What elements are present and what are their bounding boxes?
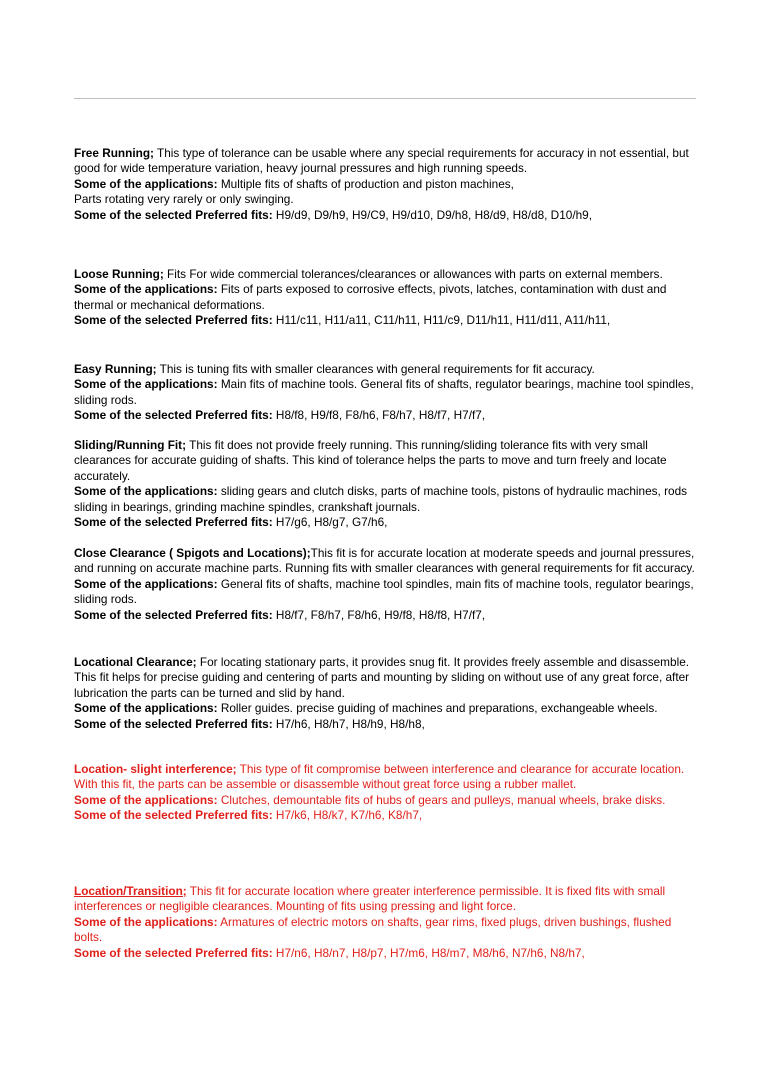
section-description: Free Running; This type of tolerance can be usable where any special requirements for accuracy in not essential, but good for wide temperature variation, heavy journal pressures and high running speeds. bbox=[74, 146, 689, 176]
section-title: Close Clearance ( Spigots and Locations); bbox=[74, 546, 311, 560]
section-location-slight-interference bbox=[74, 762, 696, 824]
section-title: Location- slight interference; bbox=[74, 762, 237, 776]
preferred-fits-line: Some of the selected Preferred fits: H7/g6, H8/g7, G7/h6, bbox=[74, 515, 388, 530]
section-sliding-running-fit bbox=[74, 438, 696, 530]
applications-line: Some of the applications: Roller guides. precise guiding of machines and preparations, exchangeable wheels. bbox=[74, 701, 658, 716]
applications-line: Some of the applications: Multiple fits of shafts of production and piston machines, bbox=[74, 176, 514, 191]
section-title: Free Running; bbox=[74, 146, 154, 160]
section-title: Easy Running; bbox=[74, 362, 157, 376]
applications-label: Some of the applications: bbox=[74, 701, 218, 716]
preferred-fits-label: Some of the selected Preferred fits: bbox=[74, 808, 273, 823]
preferred-fits-label: Some of the selected Preferred fits: bbox=[74, 607, 273, 622]
section-description: Loose Running; Fits For wide commercial tolerances/clearances or allowances with parts on external members. bbox=[74, 267, 663, 281]
applications-line: Some of the applications: sliding gears and clutch disks, parts of machine tools, pistons of hydraulic machines, rods sliding in bearings, grinding machine spindles, crankshaft journals. bbox=[74, 484, 688, 514]
preferred-fits-line: Some of the selected Preferred fits: H11/c11, H11/a11, C11/h11, H11/c9, D11/h11, H11/d11, A11/h11, bbox=[74, 313, 611, 328]
preferred-fits-line: Some of the selected Preferred fits: H7/k6, H8/k7, K7/h6, K8/h7, bbox=[74, 808, 423, 823]
preferred-fits-label: Some of the selected Preferred fits: bbox=[74, 716, 273, 731]
section-easy-running bbox=[74, 362, 696, 424]
preferred-fits-line: Some of the selected Preferred fits: H9/d9, D9/h9, H9/C9, H9/d10, D9/h8, H8/d9, H8/d8, D10/h9, bbox=[74, 207, 592, 222]
header-divider bbox=[74, 98, 696, 99]
section-title: Locational Clearance; bbox=[74, 655, 197, 669]
preferred-fits-label: Some of the selected Preferred fits: bbox=[74, 945, 273, 960]
applications-extra: Parts rotating very rarely or only swinging. bbox=[74, 192, 294, 207]
section-title: Loose Running; bbox=[74, 267, 164, 281]
section-location-transition bbox=[74, 884, 696, 961]
applications-line: Some of the applications: Clutches, demountable fits of hubs of gears and pulleys, manual wheels, brake disks. bbox=[74, 792, 666, 807]
section-loose-running bbox=[74, 267, 696, 329]
preferred-fits-label: Some of the selected Preferred fits: bbox=[74, 408, 273, 423]
section-title: Location/Transition; bbox=[74, 884, 187, 898]
applications-label: Some of the applications: bbox=[74, 176, 218, 191]
preferred-fits-line: Some of the selected Preferred fits: H7/n6, H8/n7, H8/p7, H7/m6, H8/m7, M8/h6, N7/h6, N8/h7, bbox=[74, 945, 585, 960]
preferred-fits-label: Some of the selected Preferred fits: bbox=[74, 207, 273, 222]
preferred-fits-line: Some of the selected Preferred fits: H7/h6, H8/h7, H8/h9, H8/h8, bbox=[74, 716, 425, 731]
preferred-fits-line: Some of the selected Preferred fits: H8/f7, F8/h7, F8/h6, H9/f8, H8/f8, H7/f7, bbox=[74, 607, 486, 622]
applications-label: Some of the applications: bbox=[74, 576, 218, 591]
applications-label: Some of the applications: bbox=[74, 282, 218, 297]
preferred-fits-label: Some of the selected Preferred fits: bbox=[74, 515, 273, 530]
applications-label: Some of the applications: bbox=[74, 377, 218, 392]
applications-line: Some of the applications: Main fits of machine tools. General fits of shafts, regulator bearings, machine tool spindles, sliding rods. bbox=[74, 377, 694, 407]
section-close-clearance bbox=[74, 546, 696, 623]
applications-line: Some of the applications: General fits of shafts, machine tool spindles, main fits of machine tools, regulator bearings, sliding rods. bbox=[74, 576, 694, 607]
section-description: Close Clearance ( Spigots and Locations);This fit is for accurate location at moderate speeds and journal pressures, and running on accurate machine parts. Running fits with smaller clearances with general requirements for fit accuracy. bbox=[74, 546, 695, 576]
applications-line: Some of the applications: Armatures of electric motors on shafts, gear rims, fixed plugs, driven bushings, flushed bolts. bbox=[74, 914, 672, 945]
applications-line: Some of the applications: Fits of parts exposed to corrosive effects, pivots, latches, contamination with dust and thermal or mechanical deformations. bbox=[74, 282, 667, 312]
preferred-fits-label: Some of the selected Preferred fits: bbox=[74, 313, 273, 328]
section-title: Sliding/Running Fit; bbox=[74, 438, 187, 452]
section-description: Location/Transition; This fit for accurate location where greater interference permissible. It is fixed fits with small interferences or negligible clearances. Mounting of fits using pressing and light force. bbox=[74, 884, 666, 914]
section-description: Easy Running; This is tuning fits with smaller clearances with general requirements for fit accuracy. bbox=[74, 362, 595, 376]
applications-label: Some of the applications: bbox=[74, 914, 218, 929]
section-description: Location- slight interference; This type of fit compromise between interference and clearance for accurate location. With this fit, the parts can be assemble or disassemble without great force using a rubber mallet. bbox=[74, 762, 685, 792]
section-locational-clearance bbox=[74, 655, 696, 732]
applications-label: Some of the applications: bbox=[74, 792, 218, 807]
applications-label: Some of the applications: bbox=[74, 484, 218, 499]
section-description: Sliding/Running Fit; This fit does not provide freely running. This running/sliding tolerance fits with very small clearances for accurate guiding of shafts. This kind of tolerance helps the parts to move and turn freely and locate accurately. bbox=[74, 438, 667, 483]
section-free-running bbox=[74, 146, 696, 223]
section-description: Locational Clearance; For locating stationary parts, it provides snug fit. It provides freely assemble and disassemble. This fit helps for precise guiding and centering of parts and mounting by sliding on without use of any great force, after lubrication the parts can be turned and slid by hand. bbox=[74, 655, 690, 700]
preferred-fits-line: Some of the selected Preferred fits: H8/f8, H9/f8, F8/h6, F8/h7, H8/f7, H7/f7, bbox=[74, 408, 486, 423]
